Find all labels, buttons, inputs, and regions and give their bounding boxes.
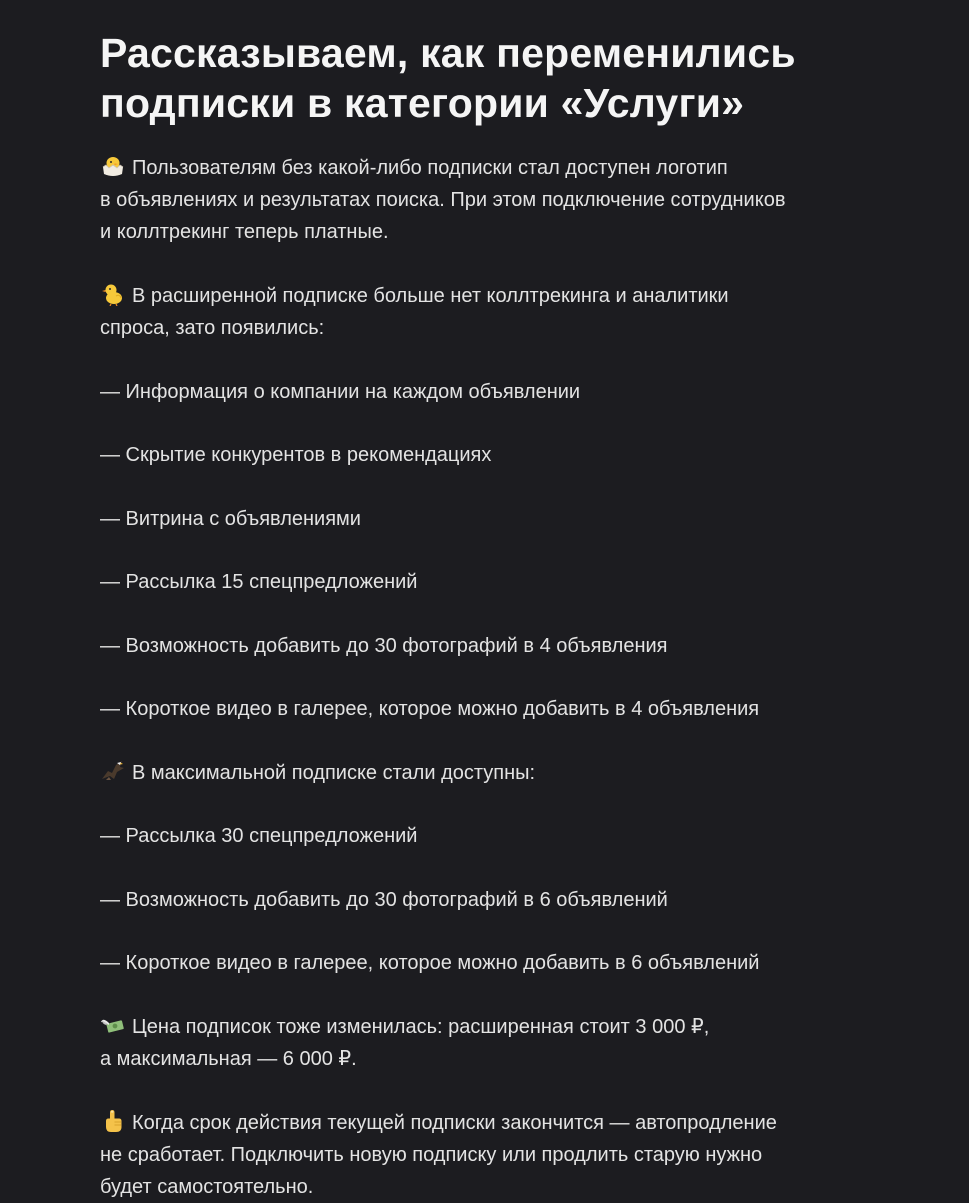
paragraph-price <box>100 1011 869 1075</box>
paragraph-line <box>100 1107 869 1139</box>
paragraph-line: а максимальная — 6 000 ₽. <box>100 1047 357 1070</box>
list-item: — Информация о компании на каждом объявлении <box>100 380 581 403</box>
list-item: — Возможность добавить до 30 фотографий в 4 объявления <box>100 634 668 657</box>
paragraph-maximum <box>100 757 869 789</box>
paragraph-text: Когда срок действия текущей подписки закончится — автопродление <box>132 1111 777 1134</box>
paragraph-extended <box>100 280 869 344</box>
paragraph-line <box>100 757 869 789</box>
paragraph-line: и коллтрекинг теперь платные. <box>100 221 389 243</box>
title-line-1: Рассказываем, как переменились <box>100 30 796 76</box>
list-item: — Возможность добавить до 30 фотографий в 6 объявлений <box>100 888 668 911</box>
paragraph-line: не сработает. Подключить новую подписку или продлить старую нужно <box>100 1143 763 1166</box>
title-line-2: подписки в категории «Услуги» <box>100 80 745 126</box>
paragraph-text: Пользователям без какой-либо подписки стал доступен логотип <box>132 157 728 179</box>
list-item: — Короткое видео в галерее, которое можно добавить в 6 объявлений <box>100 952 760 974</box>
list-item: — Рассылка 30 спецпредложений <box>100 825 418 847</box>
eagle-icon <box>100 759 126 783</box>
paragraph-line: спроса, зато появились: <box>100 317 325 339</box>
list-item: — Рассылка 15 спецпредложений <box>100 571 418 593</box>
paragraph-text: Цена подписок тоже изменилась: расширенная стоит 3 000 ₽, <box>132 1015 710 1038</box>
hatching-chick-icon <box>100 154 126 178</box>
paragraph-line <box>100 1011 869 1043</box>
paragraph-line <box>100 280 869 312</box>
paragraph-no-subscription <box>100 152 869 248</box>
baby-chick-icon <box>100 282 126 306</box>
paragraph-line <box>100 152 869 184</box>
list-item: — Витрина с объявлениями <box>100 507 361 530</box>
page-title <box>100 28 869 128</box>
money-with-wings-icon <box>100 1013 126 1037</box>
list-item: — Скрытие конкурентов в рекомендациях <box>100 444 492 466</box>
paragraph-line: в объявлениях и результатах поиска. При этом подключение сотрудников <box>100 189 786 211</box>
paragraph-text: В максимальной подписке стали доступны: <box>132 761 536 784</box>
list-item: — Короткое видео в галерее, которое можно добавить в 4 объявления <box>100 698 760 720</box>
pointing-up-icon <box>100 1109 126 1133</box>
paragraph-renewal <box>100 1107 869 1203</box>
paragraph-line: будет самостоятельно. <box>100 1175 314 1198</box>
paragraph-text: В расширенной подписке больше нет коллтрекинга и аналитики <box>132 285 729 307</box>
